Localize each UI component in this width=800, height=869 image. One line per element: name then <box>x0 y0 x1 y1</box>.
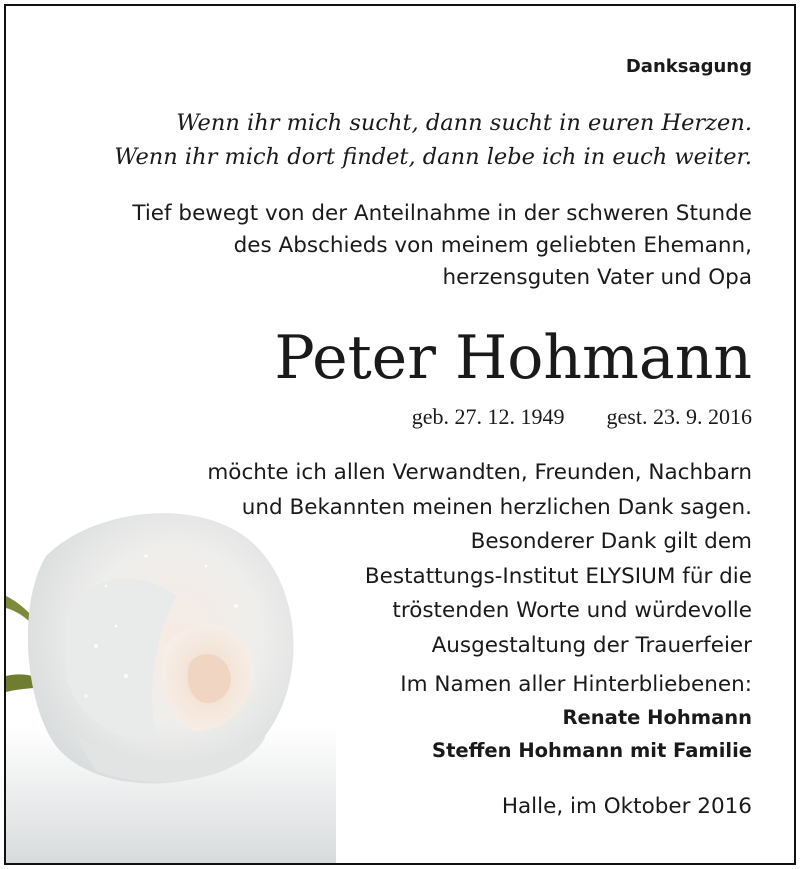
birth-date: geb. 27. 12. 1949 <box>411 404 565 429</box>
thanks-line: tröstenden Worte und würdevolle <box>392 598 752 623</box>
signoff-intro: Im Namen aller Hinterbliebenen: <box>400 672 752 697</box>
intro-text <box>132 198 752 294</box>
obituary-card <box>4 4 796 865</box>
poem-line: Wenn ihr mich sucht, dann sucht in euren Herzen. <box>176 110 752 136</box>
intro-line: Tief bewegt von der Anteilnahme in der schweren Stunde <box>132 201 752 226</box>
signoff <box>400 668 752 767</box>
signoff-name: Steffen Hohmann mit Familie <box>432 739 752 762</box>
thanks-line: Ausgestaltung der Trauerfeier <box>431 632 752 658</box>
place-date: Halle, im Oktober 2016 <box>501 794 752 819</box>
heading: Danksagung <box>625 56 752 77</box>
poem <box>114 106 752 174</box>
thanks-line: und Bekannten meinen herzlichen Dank sagen. <box>241 494 752 520</box>
intro-line: des Abschieds von meinem geliebten Ehemann, <box>233 233 752 258</box>
poem-line: Wenn ihr mich dort findet, dann lebe ich in euch weiter. <box>114 144 752 170</box>
death-date: gest. 23. 9. 2016 <box>606 404 752 429</box>
intro-line: herzensguten Vater und Opa <box>442 265 752 290</box>
thanks-text <box>207 456 752 663</box>
thanks-line: möchte ich allen Verwandten, Freunden, Nachbarn <box>207 460 752 485</box>
thanks-line: Bestattungs-Institut ELYSIUM für die <box>364 563 752 589</box>
deceased-name: Peter Hohmann <box>274 323 752 393</box>
life-dates <box>412 403 752 431</box>
signoff-name: Renate Hohmann <box>562 706 752 729</box>
thanks-line: Besonderer Dank gilt dem <box>470 529 752 554</box>
